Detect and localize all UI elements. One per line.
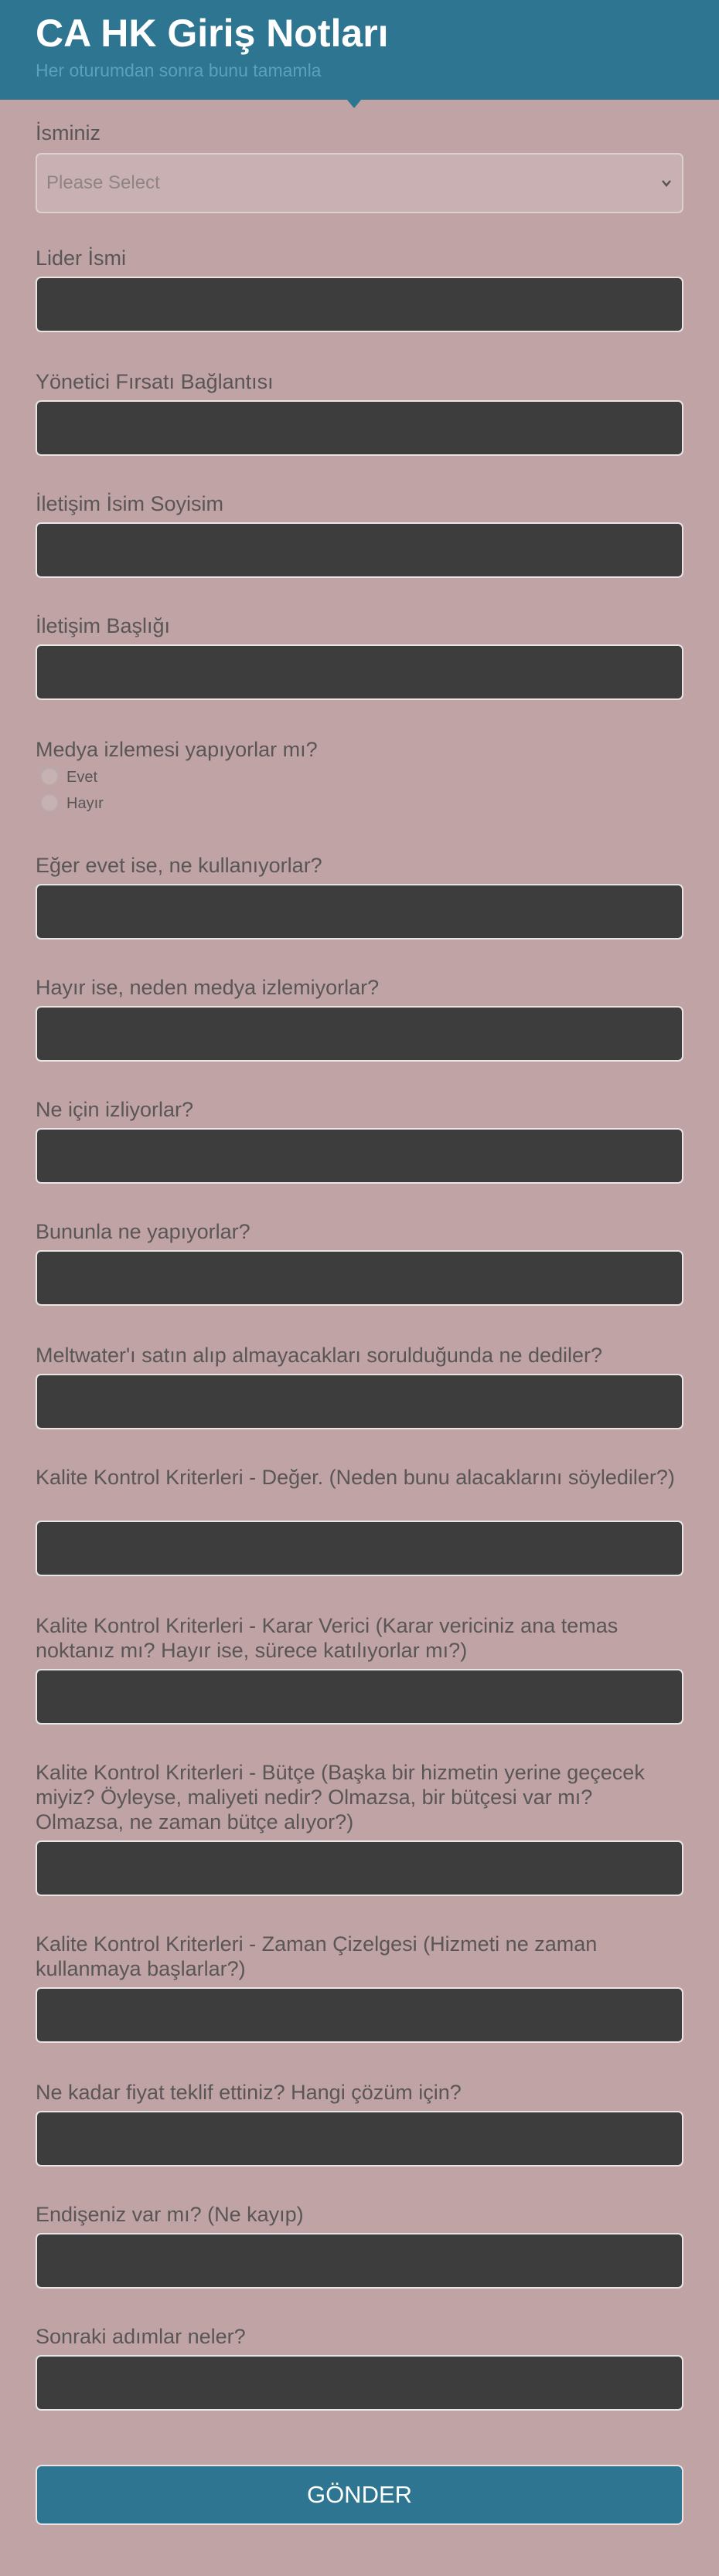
qc-value-label: Kalite Kontrol Kriterleri - Değer. (Neden bunu alacaklarını söylediler?) bbox=[36, 1466, 675, 1489]
why-monitor-input[interactable] bbox=[36, 1128, 683, 1184]
contact-name-input[interactable] bbox=[36, 522, 683, 578]
meltwater-input[interactable] bbox=[36, 1374, 683, 1429]
contact-name-label: İletişim İsim Soyisim bbox=[36, 492, 224, 515]
qc-budget-label: Kalite Kontrol Kriterleri - Bütçe (Başka bir hizmetin yerine geçecek miyiz? Öyleyse, maliyeti nedir? Olmazsa, bir bütçesi var mı? Olmazsa, ne zaman bütçe alıyor?) bbox=[36, 1761, 645, 1833]
leader-input[interactable] bbox=[36, 277, 683, 332]
form-header bbox=[0, 0, 719, 100]
what-do-input[interactable] bbox=[36, 1250, 683, 1306]
why-monitor-label: Ne için izliyorlar? bbox=[36, 1098, 194, 1121]
name-field bbox=[36, 121, 683, 193]
qc-timeline-field bbox=[36, 1932, 683, 1981]
what-do-label: Bununla ne yapıyorlar? bbox=[36, 1220, 250, 1243]
concerns-label: Endişeniz var mı? (Ne kayıp) bbox=[36, 2203, 304, 2226]
contact-title-label: İletişim Başlığı bbox=[36, 614, 171, 637]
radio-circle[interactable] bbox=[40, 794, 59, 812]
manager-link-label: Yönetici Fırsatı Bağlantısı bbox=[36, 370, 274, 393]
qc-budget-input[interactable] bbox=[36, 1840, 683, 1896]
meltwater-label: Meltwater'ı satın alıp almayacakları sorulduğunda ne dediler? bbox=[36, 1344, 603, 1367]
next-steps-label: Sonraki adımlar neler? bbox=[36, 2325, 246, 2348]
contact-title-input[interactable] bbox=[36, 644, 683, 700]
meltwater-field bbox=[36, 1343, 683, 1368]
media-monitoring-label: Medya izlemesi yapıyorlar mı? bbox=[36, 738, 318, 761]
leader-field bbox=[36, 246, 683, 270]
why-monitor-field bbox=[36, 1097, 683, 1122]
qc-timeline-input[interactable] bbox=[36, 1987, 683, 2043]
concerns-input[interactable] bbox=[36, 2233, 683, 2289]
what-do-field bbox=[36, 1219, 683, 1244]
next-steps-field bbox=[36, 2324, 683, 2349]
qc-value-field bbox=[36, 1465, 683, 1490]
form-subtitle: Her oturumdan sonra bunu tamamla bbox=[36, 60, 322, 80]
if-yes-label: Eğer evet ise, ne kullanıyorlar? bbox=[36, 854, 322, 877]
next-steps-input[interactable] bbox=[36, 2355, 683, 2411]
price-quote-field bbox=[36, 2080, 683, 2105]
if-yes-input[interactable] bbox=[36, 884, 683, 940]
leader-label: Lider İsmi bbox=[36, 246, 127, 270]
name-label: İsminiz bbox=[36, 121, 101, 144]
qc-decision-field bbox=[36, 1613, 683, 1663]
chevron-down-icon bbox=[660, 178, 673, 189]
price-quote-label: Ne kadar fiyat teklif ettiniz? Hangi çözüm için? bbox=[36, 2081, 462, 2104]
concerns-field bbox=[36, 2202, 683, 2227]
radio-circle[interactable] bbox=[40, 767, 59, 786]
if-no-field bbox=[36, 975, 683, 1000]
header-pointer bbox=[346, 99, 362, 108]
submit-button[interactable]: GÖNDER bbox=[36, 2465, 683, 2525]
qc-value-input[interactable] bbox=[36, 1521, 683, 1576]
qc-decision-input[interactable] bbox=[36, 1669, 683, 1725]
media-monitoring-field bbox=[36, 737, 683, 812]
price-quote-input[interactable] bbox=[36, 2111, 683, 2166]
manager-link-field bbox=[36, 369, 683, 394]
radio-label-evet: Evet bbox=[66, 769, 98, 786]
name-select[interactable] bbox=[36, 153, 683, 213]
if-no-label: Hayır ise, neden medya izlemiyorlar? bbox=[36, 976, 380, 999]
if-yes-field bbox=[36, 853, 683, 878]
radio-label-hayir: Hayır bbox=[66, 795, 104, 812]
contact-name-field bbox=[36, 491, 683, 516]
qc-timeline-label: Kalite Kontrol Kriterleri - Zaman Çizelgesi (Hizmeti ne zaman kullanmaya başlarlar?) bbox=[36, 1932, 598, 1980]
contact-title-field bbox=[36, 613, 683, 638]
form-title: CA HK Giriş Notları bbox=[36, 12, 389, 55]
qc-decision-label: Kalite Kontrol Kriterleri - Karar Verici (Karar vericiniz ana temas noktanız mı? Hayır ise, sürece katılıyorlar mı?) bbox=[36, 1614, 618, 1662]
name-select-value: Please Select bbox=[46, 172, 160, 193]
manager-link-input[interactable] bbox=[36, 400, 683, 456]
if-no-input[interactable] bbox=[36, 1006, 683, 1062]
qc-budget-field bbox=[36, 1760, 683, 1834]
